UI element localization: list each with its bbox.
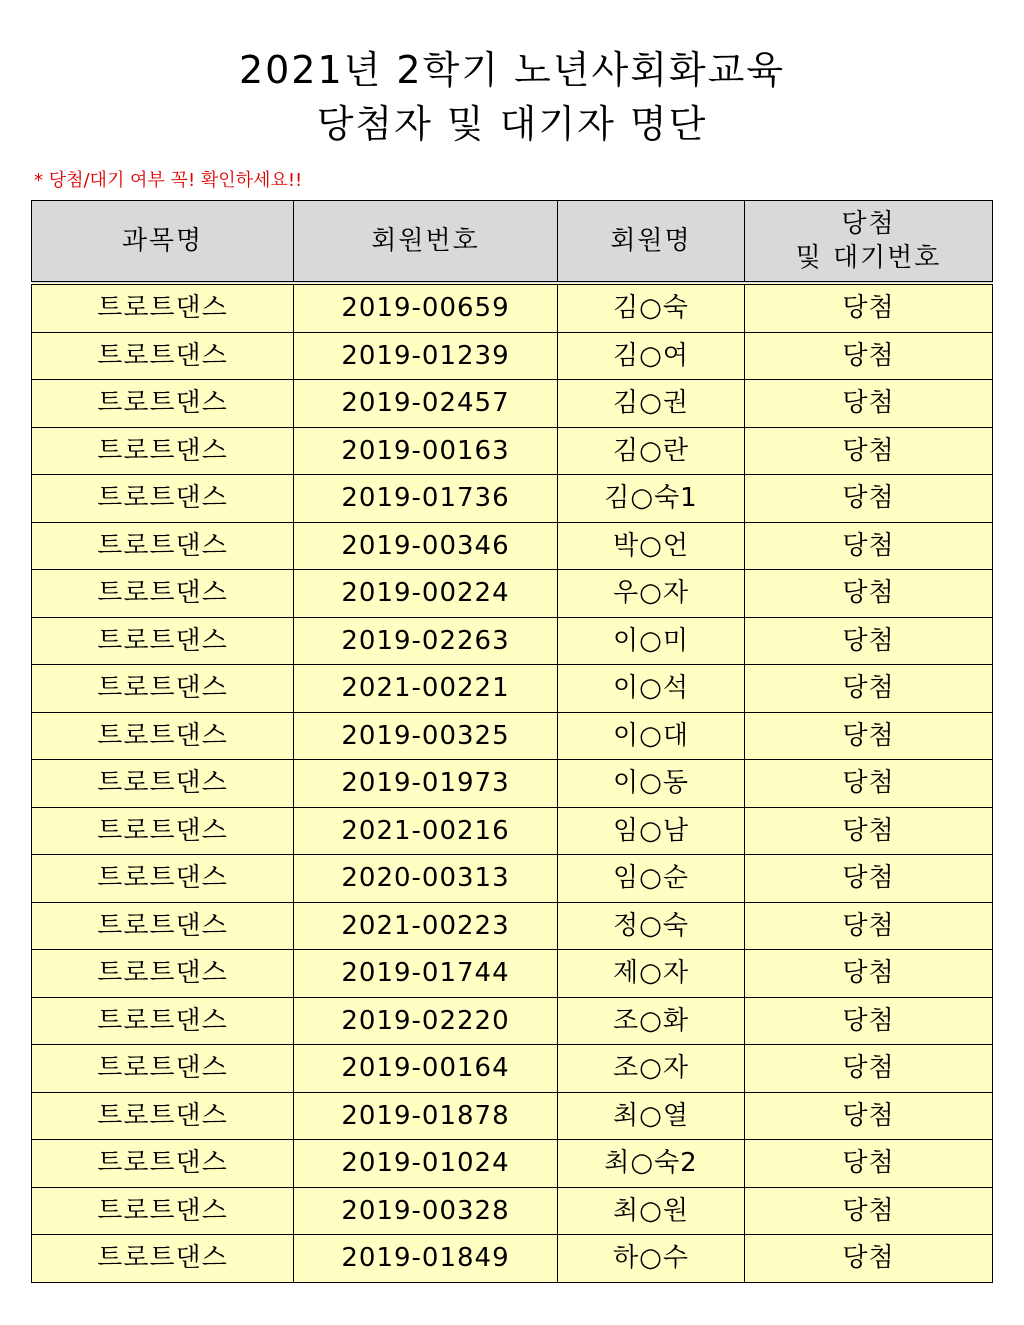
table-row: [32, 1092, 993, 1140]
cell-member-name: 제○자: [558, 950, 745, 998]
header-course: 과목명: [32, 201, 294, 284]
cell-member-name: 이○대: [558, 712, 745, 760]
cell-member-no: 2019-01239: [294, 332, 558, 380]
cell-status: 당첨: [745, 332, 993, 380]
table-row: [32, 950, 993, 998]
cell-course: 트로트댄스: [32, 665, 294, 713]
cell-member-name: 이○동: [558, 760, 745, 808]
table-row: [32, 1235, 993, 1283]
cell-member-name: 김○권: [558, 380, 745, 428]
cell-course: 트로트댄스: [32, 1045, 294, 1093]
cell-status: 당첨: [745, 950, 993, 998]
header-row: [32, 201, 993, 284]
page-title: 2021년 2학기 노년사회화교육: [238, 48, 786, 92]
cell-member-name: 김○숙: [558, 283, 745, 332]
cell-status: 당첨: [745, 760, 993, 808]
header-member-name: 회원명: [558, 201, 745, 284]
cell-member-name: 박○언: [558, 522, 745, 570]
cell-member-name: 최○원: [558, 1187, 745, 1235]
table-row: [32, 855, 993, 903]
cell-status: 당첨: [745, 522, 993, 570]
header-member-no: 회원번호: [294, 201, 558, 284]
cell-course: 트로트댄스: [32, 1092, 294, 1140]
cell-member-no: 2019-00164: [294, 1045, 558, 1093]
table-row: [32, 332, 993, 380]
cell-status: 당첨: [745, 997, 993, 1045]
cell-course: 트로트댄스: [32, 1235, 294, 1283]
cell-member-no: 2019-01744: [294, 950, 558, 998]
table-row: [32, 283, 993, 332]
cell-status: 당첨: [745, 855, 993, 903]
cell-status: 당첨: [745, 1045, 993, 1093]
cell-member-no: 2019-00224: [294, 570, 558, 618]
cell-member-name: 정○숙: [558, 902, 745, 950]
cell-status: 당첨: [745, 1140, 993, 1188]
cell-status: 당첨: [745, 902, 993, 950]
cell-member-no: 2019-01024: [294, 1140, 558, 1188]
cell-member-no: 2019-00346: [294, 522, 558, 570]
cell-member-no: 2021-00223: [294, 902, 558, 950]
cell-member-name: 김○숙1: [558, 475, 745, 523]
cell-member-name: 최○열: [558, 1092, 745, 1140]
cell-course: 트로트댄스: [32, 950, 294, 998]
cell-course: 트로트댄스: [32, 712, 294, 760]
table-row: [32, 807, 993, 855]
cell-member-no: 2019-00325: [294, 712, 558, 760]
cell-member-no: 2019-00163: [294, 427, 558, 475]
cell-course: 트로트댄스: [32, 1187, 294, 1235]
cell-course: 트로트댄스: [32, 475, 294, 523]
cell-member-no: 2021-00216: [294, 807, 558, 855]
notice-text: * 당첨/대기 여부 꼭! 확인하세요!!: [34, 170, 303, 191]
cell-status: 당첨: [745, 807, 993, 855]
cell-course: 트로트댄스: [32, 332, 294, 380]
cell-member-name: 조○자: [558, 1045, 745, 1093]
cell-member-no: 2019-01736: [294, 475, 558, 523]
table-row: [32, 570, 993, 618]
header-status: [745, 201, 993, 284]
cell-status: 당첨: [745, 665, 993, 713]
cell-course: 트로트댄스: [32, 1140, 294, 1188]
cell-member-name: 우○자: [558, 570, 745, 618]
cell-course: 트로트댄스: [32, 855, 294, 903]
cell-status: 당첨: [745, 475, 993, 523]
cell-member-no: 2019-00328: [294, 1187, 558, 1235]
cell-course: 트로트댄스: [32, 997, 294, 1045]
cell-status: 당첨: [745, 1235, 993, 1283]
cell-member-name: 김○여: [558, 332, 745, 380]
cell-member-name: 이○미: [558, 617, 745, 665]
cell-member-name: 임○순: [558, 855, 745, 903]
cell-course: 트로트댄스: [32, 902, 294, 950]
header-status-line1: 당첨: [841, 209, 896, 239]
table-row: [32, 902, 993, 950]
table-row: [32, 522, 993, 570]
table-row: [32, 712, 993, 760]
cell-member-name: 최○숙2: [558, 1140, 745, 1188]
table-row: [32, 427, 993, 475]
table-row: [32, 475, 993, 523]
cell-member-no: 2019-02457: [294, 380, 558, 428]
cell-status: 당첨: [745, 1092, 993, 1140]
cell-member-name: 김○란: [558, 427, 745, 475]
table-row: [32, 380, 993, 428]
cell-status: 당첨: [745, 1187, 993, 1235]
header-status-line2: 및 대기번호: [795, 243, 942, 273]
table-row: [32, 665, 993, 713]
cell-member-name: 조○화: [558, 997, 745, 1045]
table-row: [32, 1187, 993, 1235]
cell-course: 트로트댄스: [32, 807, 294, 855]
cell-member-no: 2019-02220: [294, 997, 558, 1045]
cell-course: 트로트댄스: [32, 570, 294, 618]
cell-member-no: 2019-01849: [294, 1235, 558, 1283]
cell-course: 트로트댄스: [32, 380, 294, 428]
cell-member-no: 2019-01973: [294, 760, 558, 808]
cell-course: 트로트댄스: [32, 427, 294, 475]
cell-member-name: 이○석: [558, 665, 745, 713]
table-header: [32, 201, 993, 284]
cell-course: 트로트댄스: [32, 617, 294, 665]
table-row: [32, 617, 993, 665]
cell-member-name: 임○남: [558, 807, 745, 855]
cell-status: 당첨: [745, 712, 993, 760]
cell-status: 당첨: [745, 380, 993, 428]
cell-status: 당첨: [745, 570, 993, 618]
roster-table: [31, 200, 993, 1283]
cell-member-no: 2020-00313: [294, 855, 558, 903]
cell-status: 당첨: [745, 427, 993, 475]
table-row: [32, 1140, 993, 1188]
cell-course: 트로트댄스: [32, 522, 294, 570]
cell-member-name: 하○수: [558, 1235, 745, 1283]
cell-status: 당첨: [745, 617, 993, 665]
cell-course: 트로트댄스: [32, 760, 294, 808]
cell-member-no: 2019-00659: [294, 283, 558, 332]
cell-course: 트로트댄스: [32, 283, 294, 332]
table-body: [32, 283, 993, 1282]
cell-member-no: 2019-02263: [294, 617, 558, 665]
table-row: [32, 1045, 993, 1093]
table-row: [32, 760, 993, 808]
table-row: [32, 997, 993, 1045]
cell-status: 당첨: [745, 283, 993, 332]
cell-member-no: 2019-01878: [294, 1092, 558, 1140]
cell-member-no: 2021-00221: [294, 665, 558, 713]
page-subtitle: 당첨자 및 대기자 명단: [316, 102, 708, 146]
